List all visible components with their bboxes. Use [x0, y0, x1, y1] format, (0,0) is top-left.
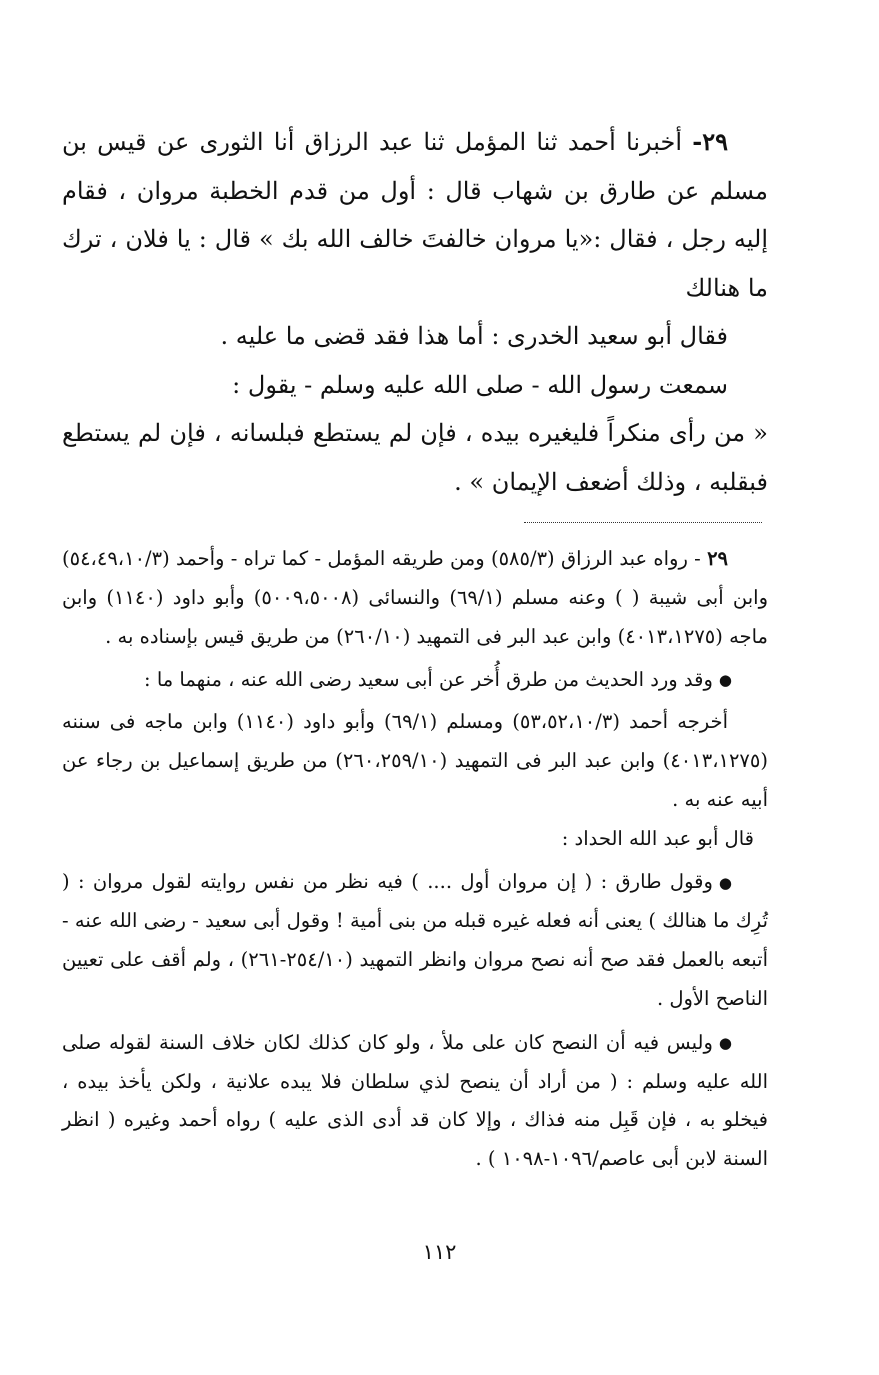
main-text [62, 118, 768, 506]
footnote-bullet-2 [62, 863, 768, 1018]
footnote-takhrij [62, 540, 768, 656]
footnote-author-label: قال أبو عبد الله الحداد : [561, 826, 754, 850]
footnote-bullet-1-text: وقد ورد الحديث من طرق أُخر عن أبى سعيد رضى الله عنه ، منهما ما : [144, 668, 713, 692]
bullet-dot-icon: ● [718, 1033, 732, 1052]
footnote-bullet-1 [62, 661, 768, 700]
hadith-paragraph-3: سمعت رسول الله - صلى الله عليه وسلم - يقول : [232, 370, 728, 399]
bullet-dot-icon: ● [718, 873, 732, 892]
footnote-bullet-2-text: وقول طارق : ( إن مروان أول .... ) فيه نظر من نفس روايته لقول مروان : ( تُرِك ما هنالك ) يعنى أنه فعله غيره قبله من بنى أمية ! وقول أبى سعيد - رضى الله عنه - أتبعه بالعمل فقد صح أنه نصح مروان وانظر التمهيد (٢٥٤/١٠-٢٦١) ، ولم أقف على تعيين الناصح الأول . [62, 870, 768, 1010]
hadith-number: ٢٩- [692, 127, 728, 156]
footnote-bullet-3-text: وليس فيه أن النصح كان على ملأ ، ولو كان كذلك لكان خلاف السنة لقوله صلى الله عليه وسلم : ( من أراد أن ينصح لذي سلطان فلا يبده علانية ، ولكن يأخذ بيده ، فيخلو به ، فإن قَبِل منه فذاك ، وإلا كان قد أدى الذى عليه ) رواه أحمد وغيره ( انظر السنة لابن أبى عاصم/١٠٩٦-١٠٩٨ ) . [62, 1030, 768, 1171]
footnotes [62, 537, 768, 1179]
footnote-bullet-3 [62, 1024, 768, 1179]
footnote-other-routes: أخرجه أحمد (٥٣،٥٢،١٠/٣) ومسلم (٦٩/١) وأبو داود (١١٤٠) وابن ماجه فى سننه (٤٠١٣،١٢٧٥) وابن عبد البر فى التمهيد (٢٦٠،٢٥٩/١٠) من طريق إسماعيل بن رجاء عن أبيه عنه به . [62, 710, 768, 811]
page-number: ١١٢ [422, 1240, 457, 1264]
bullet-dot-icon: ● [718, 671, 732, 690]
footnote-divider [524, 522, 762, 523]
hadith-paragraph-2: فقال أبو سعيد الخدرى : أما هذا فقد قضى ما عليه . [220, 322, 728, 350]
footnote-takhrij-text: - رواه عبد الرزاق (٥٨٥/٣) ومن طريقه المؤمل - كما تراه - وأحمد (٥٤،٤٩،١٠/٣) وابن أبى شيبة ( ) وعنه مسلم (٦٩/١) والنسائى (٥٠٠٩،٥٠٠٨) وأبو داود (١١٤٠) وابن ماجه (٤٠١٣،١٢٧٥) وابن عبد البر فى التمهيد (٢٦٠/١٠) من طريق قيس بإسناده به . [62, 547, 768, 648]
hadith-matn: « من رأى منكراً فليغيره بيده ، فإن لم يستطع فبلسانه ، فإن لم يستطع فبقلبه ، وذلك أضعف الإيمان » . [62, 419, 768, 496]
hadith-paragraph-1 [62, 118, 768, 312]
isnad-text: أخبرنا أحمد ثنا المؤمل ثنا عبد الرزاق أنا الثورى عن قيس بن مسلم عن طارق بن شهاب قال : أول من قدم الخطبة مروان ، فقام إليه رجل ، فقال :«يا مروان خالفتَ خالف الله بك » قال : يا فلان ، ترك ما هنالك [62, 128, 768, 302]
footnote-number: ٢٩ [707, 547, 729, 570]
